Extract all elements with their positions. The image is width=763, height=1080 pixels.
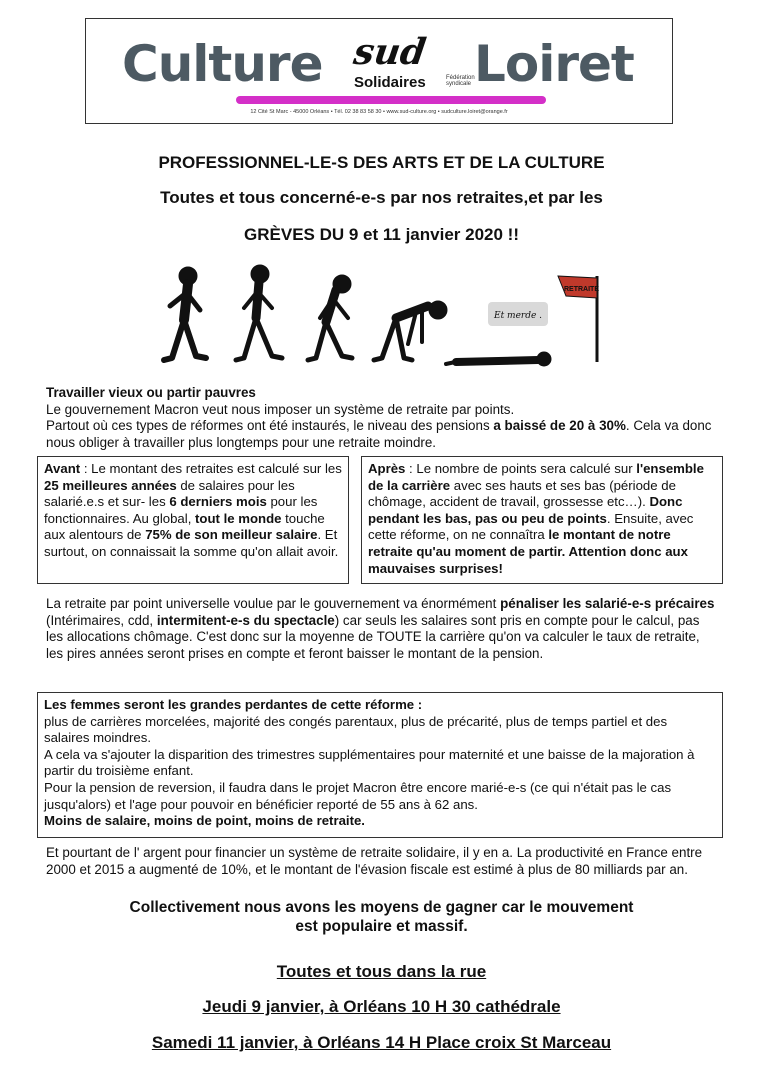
call-to-action-3: Samedi 11 janvier, à Orléans 14 H Place croix St Marceau [151, 1033, 612, 1052]
precarious-paragraph: La retraite par point universelle voulue par le gouvernement va énormément pénaliser les salarié-e-s précaires (Intérimaires, cdd, intermitent-e-s du spectacle) car seuls les salaires sont pris en compte pour le calcul, pas les allocations chômage. C'est donc sur la moyenne de TOUTE la carrière qu'on va calculer le taux de retraite, les pires années seront prises en compte et feront baisser le montant de la pension. [46, 596, 715, 661]
avant-label: Avant [44, 461, 81, 476]
call-to-action-2: Jeudi 9 janvier, à Orléans 10 H 30 cathédrale [202, 997, 561, 1016]
figure-walking-1 [164, 267, 206, 360]
figure-lying-5 [446, 352, 551, 366]
femmes-para-1: plus de carrières morcelées, majorité des congés parentaux, plus de précarité, plus de temps partiel et des salaires moindres. [44, 713, 668, 746]
call-to-action-1: Toutes et tous dans la rue [276, 962, 487, 981]
box-femmes [37, 692, 723, 838]
figure-hunched-4 [374, 301, 447, 360]
apres-label: Après [368, 461, 406, 476]
collective-line-2: est populaire et massif. [295, 918, 468, 935]
logo-brush-stroke [236, 96, 546, 104]
title-line-2: Toutes et tous concerné-e-s par nos retraites,et par les [160, 188, 603, 207]
logo-sud-word: sud [351, 31, 429, 73]
title-line-3: GRÈVES DU 9 et 11 janvier 2020 !! [244, 225, 519, 244]
intro-line-1: Le gouvernement Macron veut nous imposer un système de retraite par points. [46, 401, 515, 417]
intro-line-2: Partout où ces types de réformes ont été instaurés, le niveau des pensions a baissé de 20 à 30%. Cela va donc nous obliger à travailler plus longtemps pour une retraite moindre. [46, 418, 712, 450]
speech-bubble [488, 302, 548, 326]
femmes-heading: Les femmes seront les grandes perdantes de cette réforme : [44, 697, 423, 712]
logo-federation-note: Fédération syndicale [446, 75, 475, 87]
intro-heading: Travailler vieux ou partir pauvres [46, 385, 256, 400]
logo-solidaires-word: Solidaires [354, 74, 426, 91]
money-paragraph: Et pourtant de l' argent pour financier un système de retraite solidaire, il y en a. La productivité en France entre 2000 et 2015 a augmenté de 10%, et le montant de l'évasion fiscale est estimé à plus de 80 milliards par an. [46, 845, 703, 877]
box-apres: Après : Le nombre de points sera calculé sur l'ensemble de la carrière avec ses hauts et ses bas (période de chômage, accident de travail, grossesse etc…). Donc pendant les bas, pas ou peu de points. Ensuite, avec cette réforme, on ne connaîtra le montant de notre retraite qu'au moment de partir. Attention donc aux mauvaises surprises! [361, 456, 723, 584]
femmes-para-2: A cela va s'ajouter la disparition des trimestres supplémentaires pour maternité et une baisse de la majoration à partir du troisième enfant. [44, 746, 695, 779]
header-logo-box [85, 18, 673, 124]
logo-culture-word: Culture [122, 35, 323, 93]
speech-bubble-text: Et merde . [494, 311, 543, 321]
figure-walking-2 [236, 265, 282, 360]
logo-loiret-word: Loiret [474, 35, 634, 93]
flag-text: RETRAITE [564, 286, 599, 293]
header-address: 12 Cité St Marc - 45000 Orléans • Tél. 02 38 83 58 30 • www.sud-culture.org • sudculture.loiret@orange.fr [250, 109, 508, 115]
retraite-flag [558, 276, 599, 362]
evolution-cartoon-illustration [160, 262, 610, 374]
femmes-conclusion: Moins de salaire, moins de point, moins de retraite. [44, 813, 365, 829]
collective-line-1: Collectivement nous avons les moyens de gagner car le mouvement [129, 899, 634, 916]
box-avant: Avant : Le montant des retraites est calculé sur les 25 meilleures années de salaires pour les salarié.e.s et sur- les 6 derniers mois pour les fonctionnaires. Au global, tout le monde touche aux alentours de 75% de son meilleur salaire. Et surtout, on connaissait la somme qu'on allait avoir. [37, 456, 349, 584]
figure-bent-3 [308, 275, 352, 360]
collective-statement [0, 898, 763, 936]
title-line-1: PROFESSIONNEL-LE-S DES ARTS ET DE LA CULTURE [158, 153, 605, 172]
femmes-para-3: Pour la pension de reversion, il faudra dans le projet Macron être encore marié-e-s (ce qui n'était pas le cas jusqu'alors) et l'age pour pouvoir en bénéficier reporté de 55 ans à 62 ans. [44, 779, 672, 812]
intro-paragraph [46, 385, 720, 451]
